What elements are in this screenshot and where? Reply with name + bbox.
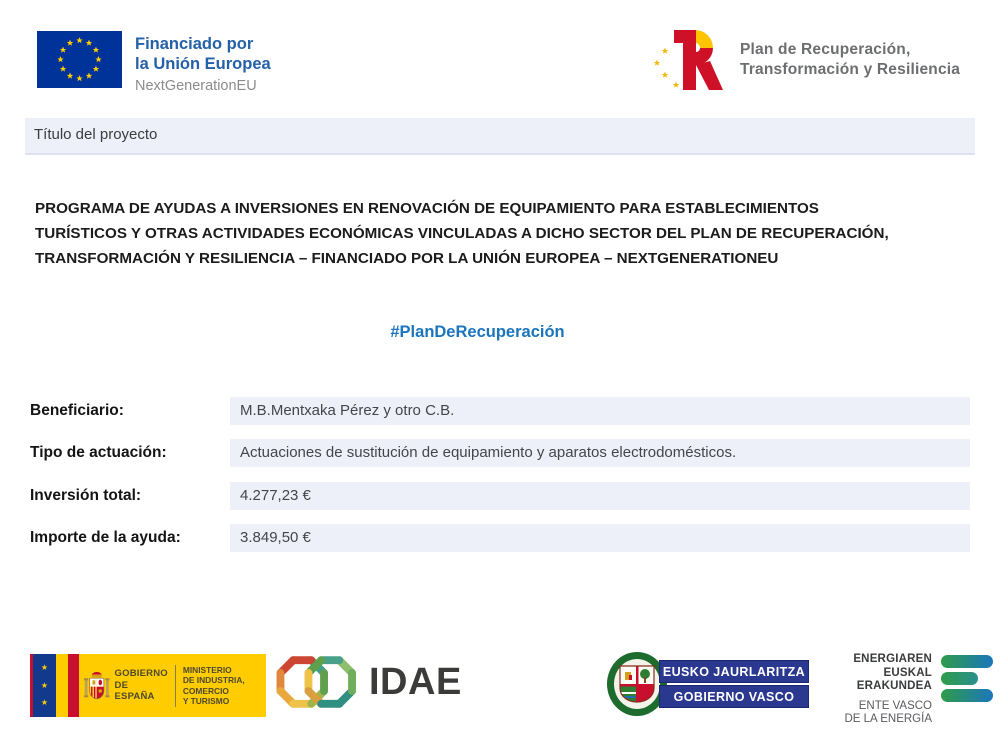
ministry-label [183, 665, 261, 707]
prtr-monogram-icon [650, 24, 734, 96]
basque-bar-gobierno-vasco: GOBIERNO VASCO [659, 685, 809, 708]
spain-government-logo [30, 654, 266, 717]
eve-bold-line1: ENERGIAREN [853, 653, 932, 665]
field-row-tipo-actuacion [0, 439, 1000, 467]
idae-wordmark: IDAE [369, 660, 462, 703]
idae-logo [276, 652, 462, 712]
field-label: Inversión total: [30, 487, 142, 504]
project-title-bar: Título del proyecto [25, 118, 975, 155]
nextgenerationeu-label: NextGenerationEU [135, 78, 257, 94]
program-title-line1: PROGRAMA DE AYUDAS A INVERSIONES EN RENOVACIÓN DE EQUIPAMIENTO PARA ESTABLECIMIENTOS [35, 200, 819, 217]
eve-reg-line2: DE LA ENERGÍA [844, 713, 932, 725]
ministry-line2: DE INDUSTRIA, COMERCIO [182, 675, 245, 696]
field-row-inversion-total [0, 482, 1000, 510]
field-value-box: 3.849,50 € [230, 524, 970, 552]
eu-funding-text [135, 31, 271, 95]
spain-coat-of-arms-icon [84, 661, 110, 711]
gobierno-line2: DE ESPAÑA [114, 679, 155, 703]
gobierno-line1: GOBIERNO [114, 668, 168, 680]
ministry-line1: MINISTERIO [182, 664, 232, 675]
prtr-logo [650, 24, 960, 96]
program-title-line2: TURÍSTICOS Y OTRAS ACTIVIDADES ECONÓMICAS VINCULADAS A DICHO SECTOR DEL PLAN DE RECUPERACIÓN, [35, 225, 889, 242]
eve-e-icon [941, 653, 993, 702]
prtr-title-line1: Plan de Recuperación, [740, 41, 911, 58]
gov-divider [175, 665, 176, 707]
prtr-title [740, 40, 960, 80]
eve-logo [822, 653, 993, 727]
eve-reg-line1: ENTE VASCO [858, 699, 932, 712]
idae-octagons-icon [276, 652, 360, 712]
field-value-box: M.B.Mentxaka Pérez y otro C.B. [230, 397, 970, 425]
ministry-line3: Y TURISMO [182, 696, 230, 706]
eve-text [822, 653, 932, 727]
funded-by-line2: la Unión Europea [135, 55, 271, 73]
field-label: Importe de la ayuda: [30, 529, 181, 546]
field-row-importe-ayuda [0, 524, 1000, 552]
field-value-box: Actuaciones de sustitución de equipamiento y aparatos electrodomésticos. [230, 439, 970, 467]
spain-gov-yellow-box [79, 654, 266, 717]
field-row-beneficiario [0, 397, 1000, 425]
field-label: Tipo de actuación: [30, 444, 167, 461]
hashtag: #PlanDeRecuperación [390, 323, 565, 341]
field-label: Beneficiario: [30, 402, 124, 419]
funded-by-line1: Financiado por [135, 35, 254, 53]
spain-eu-flag-band-icon: ★ ★ ★ [30, 654, 79, 717]
basque-name-bars [659, 660, 809, 708]
eve-bold-line2: EUSKAL ERAKUNDEA [856, 666, 932, 692]
basque-government-logo [605, 650, 809, 718]
gobierno-espana-label [115, 668, 168, 703]
field-value-box: 4.277,23 € [230, 482, 970, 510]
basque-bar-eusko-jaurlaritza: EUSKO JAURLARITZA [659, 660, 809, 683]
program-title [35, 196, 970, 271]
eu-flag-icon [37, 31, 122, 88]
eu-funding-logo [37, 31, 271, 95]
prtr-title-line2: Transformación y Resiliencia [740, 61, 961, 78]
program-title-line3: TRANSFORMACIÓN Y RESILIENCIA – FINANCIADO POR LA UNIÓN EUROPEA – NEXTGENERATIONEU [35, 250, 779, 267]
eu-flag-stars-icon [37, 31, 122, 88]
